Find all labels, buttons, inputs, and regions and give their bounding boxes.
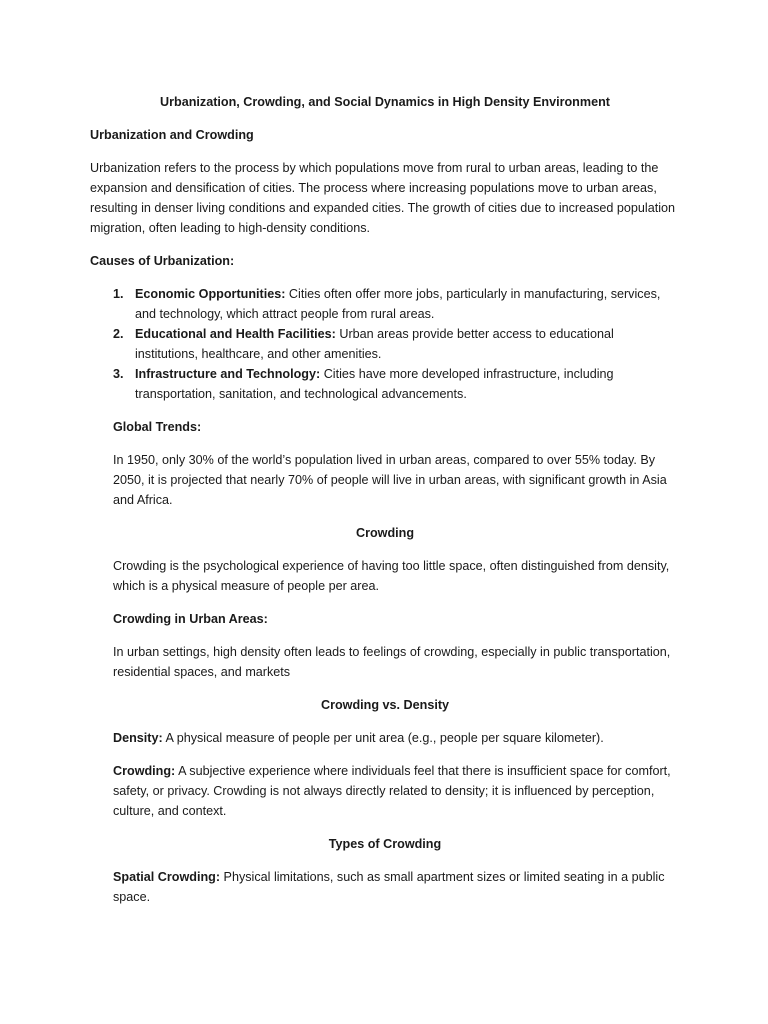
urban-crowding-paragraph: In urban settings, high density often leads to feelings of crowding, especially in public transportation, residential spaces, and markets — [113, 645, 671, 679]
spatial-crowding-definition — [113, 867, 680, 907]
list-item-number: 3. — [113, 367, 124, 381]
spatial-term: Spatial Crowding: — [113, 870, 221, 884]
crowding-definition — [113, 761, 680, 821]
list-item-term: Economic Opportunities: — [135, 287, 286, 301]
density-text: A physical measure of people per unit area (e.g., people per square kilometer). — [162, 731, 604, 745]
list-item-text: Urban areas provide better access to educational institutions, healthcare, and other amenities. — [135, 327, 614, 361]
list-item — [90, 284, 680, 324]
global-trends-paragraph: In 1950, only 30% of the world’s population lived in urban areas, compared to over 55% today. By 2050, it is projected that nearly 70% of people will live in urban areas, with significant growth in Asia and Africa. — [113, 453, 667, 507]
causes-heading: Causes of Urbanization: — [90, 254, 235, 268]
crowding-term: Crowding: — [113, 764, 176, 778]
document-body — [90, 92, 680, 920]
density-definition — [113, 728, 680, 748]
list-item — [90, 364, 680, 404]
list-item-text: Cities have more developed infrastructure, including transportation, sanitation, and technological advancements. — [135, 367, 614, 401]
document-title: Urbanization, Crowding, and Social Dynamics in High Density Environment — [160, 95, 610, 109]
crowding-heading: Crowding — [355, 526, 415, 540]
urbanization-paragraph: Urbanization refers to the process by which populations move from rural to urban areas, leading to the expansion and densification of cities. The process where increasing populations move to urban areas, resulting in denser living conditions and expanded cities. The growth of cities due to increased population migration, often leading to high-density conditions. — [90, 161, 676, 235]
types-of-crowding-heading: Types of Crowding — [328, 837, 442, 851]
density-term: Density: — [113, 731, 163, 745]
spatial-text: Physical limitations, such as small apartment sizes or limited seating in a public space. — [113, 870, 665, 904]
crowding-text: A subjective experience where individuals feel that there is insufficient space for comfort, safety, or privacy. Crowding is not always directly related to density; it is influenced by perception, culture, and context. — [113, 764, 671, 818]
global-trends-heading: Global Trends: — [113, 420, 202, 434]
list-item-text: Cities often offer more jobs, particularly in manufacturing, services, and technology, which attract people from rural areas. — [135, 287, 661, 321]
urban-crowding-heading: Crowding in Urban Areas: — [113, 612, 268, 626]
section-heading-urbanization: Urbanization and Crowding — [90, 128, 254, 142]
causes-list — [90, 284, 680, 404]
list-item — [90, 324, 680, 364]
list-item-term: Educational and Health Facilities: — [135, 327, 336, 341]
list-item-number: 1. — [113, 287, 124, 301]
list-item-number: 2. — [113, 327, 124, 341]
crowding-vs-density-heading: Crowding vs. Density — [320, 698, 450, 712]
list-item-term: Infrastructure and Technology: — [135, 367, 321, 381]
crowding-paragraph: Crowding is the psychological experience of having too little space, often distinguished from density, which is a physical measure of people per area. — [113, 559, 670, 593]
